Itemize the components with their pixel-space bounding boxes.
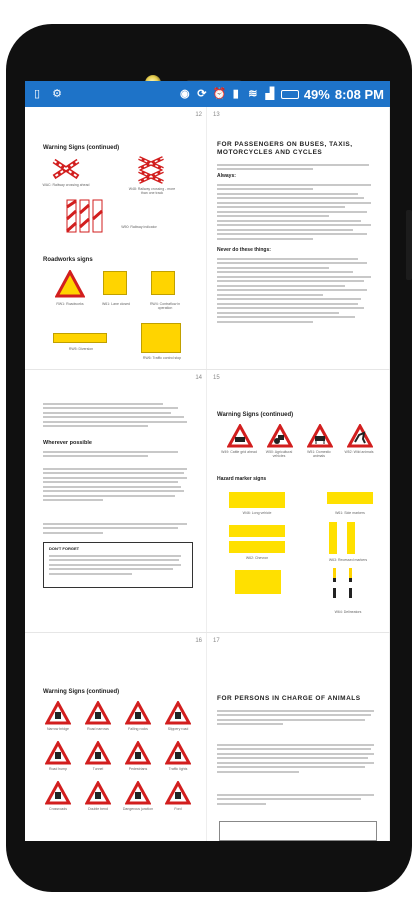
page-number: 15 (213, 375, 220, 381)
warning-sign-cell (119, 741, 157, 779)
recessed-marker-icon-2 (347, 522, 355, 554)
warning-sign-cell (119, 701, 157, 739)
page-number: 16 (195, 638, 202, 644)
delineator-posts-icon (327, 566, 367, 606)
body-text (217, 741, 381, 775)
section-heading: Wherever possible (43, 440, 92, 446)
warning-sign-cell (39, 741, 77, 779)
sign-caption: RW1: Roadworks (56, 302, 84, 306)
illustration-box (219, 821, 377, 841)
sign-caption: Slippery road (167, 727, 189, 731)
warning-sign-cell (39, 701, 77, 739)
dont-forget-box (43, 542, 193, 588)
multi-track-crossing-sign-icon (135, 155, 167, 185)
chevron-marker-icon-2 (229, 541, 285, 553)
clock: 8:08 PM (334, 86, 384, 102)
section-heading: Roadworks signs (43, 257, 93, 263)
sign-caption: Road hump (48, 767, 68, 771)
warning-sign-cell (79, 701, 117, 739)
page-heading: Warning Signs (continued) (43, 689, 120, 695)
alarm-icon: ⏰ (212, 88, 227, 100)
sign-caption: W51: Domestic animals (307, 450, 331, 458)
sign-caption: W61: Lane closed (101, 302, 131, 306)
page-6 (207, 633, 390, 841)
railway-indicator-sign-icon (65, 199, 105, 233)
sign-caption: RW6: Traffic control stop (142, 356, 182, 360)
warning-sign-cell (159, 741, 197, 779)
sign-caption: Narrow bridge (47, 727, 69, 731)
sim-icon: ▯ (33, 88, 41, 100)
subheading-always: Always: (217, 173, 236, 179)
page-number: 12 (195, 112, 202, 118)
hotspot-icon: ◉ (180, 88, 190, 100)
battery-icon (281, 90, 299, 99)
sign-caption: W52: Wild animals (344, 450, 374, 454)
sign-caption: Ford (174, 807, 182, 811)
warning-sign-cell (79, 741, 117, 779)
sync-icon: ⟳ (197, 88, 207, 100)
lane-closed-sign-icon (103, 271, 127, 295)
warning-triangle-icon (125, 781, 151, 805)
chevron-marker-icon (229, 525, 285, 537)
warning-triangle-icon (165, 701, 191, 725)
sign-caption: Dangerous junction (122, 807, 154, 811)
power-button (406, 210, 412, 280)
sign-caption: Pedestrians (128, 767, 148, 771)
sign-caption: W49: Cattle grid ahead (221, 450, 257, 454)
sign-caption: W61: Side markers (335, 511, 365, 515)
warning-triangle-icon (125, 701, 151, 725)
warning-triangle-icon (45, 781, 71, 805)
body-text (217, 707, 381, 728)
status-bar (25, 81, 390, 107)
warning-triangle-icon (85, 781, 111, 805)
sign-caption: W63: Recessed markers (328, 558, 368, 562)
warning-triangle-icon (85, 701, 111, 725)
page-heading: Warning Signs (continued) (43, 145, 120, 151)
sign-caption: W64: Delineators (334, 610, 362, 614)
sign-caption: Falling rocks (128, 727, 148, 731)
warning-sign-grid (39, 701, 199, 837)
long-vehicle-marker-icon (229, 492, 285, 508)
warning-triangle-icon (45, 701, 71, 725)
page-heading: FOR PASSENGERS ON BUSES, TAXIS, MOTORCYCLES AND CYCLES (217, 141, 353, 156)
contraflow-sign-icon (151, 271, 175, 295)
sign-caption: W50: Railway indicator (121, 225, 157, 229)
phone-screen (25, 81, 390, 841)
sign-caption: W62: Chevron (245, 556, 269, 560)
sign-caption: Double bend (88, 807, 108, 811)
box-title: DON'T FORGET (49, 546, 80, 551)
page-4 (207, 370, 390, 632)
marker-board-icon (235, 570, 281, 594)
warning-sign-cell (159, 781, 197, 819)
warning-triangle-icon (45, 741, 71, 765)
diversion-sign-icon (53, 333, 107, 343)
page-number: 13 (213, 112, 220, 118)
agricultural-vehicle-sign-icon (267, 424, 293, 448)
traffic-control-sign-icon (141, 323, 181, 353)
warning-sign-cell (79, 781, 117, 819)
railway-crossing-sign-icon (50, 157, 82, 181)
sign-caption: W48: Railway crossing - more than one track (128, 187, 176, 195)
page-3 (25, 370, 207, 632)
sign-caption: Road narrows (87, 727, 109, 731)
body-text (43, 520, 193, 536)
page-5 (25, 633, 207, 841)
page-heading: FOR PERSONS IN CHARGE OF ANIMALS (217, 695, 361, 702)
body-text (43, 448, 193, 460)
document-viewer[interactable] (25, 107, 390, 841)
settings-icon: ⚙ (52, 88, 62, 100)
body-text (217, 791, 381, 807)
page-1 (25, 107, 207, 369)
wifi-icon: ≋ (248, 88, 258, 100)
sign-caption: Crossroads (49, 807, 67, 811)
warning-triangle-icon (165, 741, 191, 765)
sign-caption: W50: Agricultural vehicles (265, 450, 293, 458)
sign-caption: RW4: Contraflow in operation (149, 302, 181, 310)
page-2 (207, 107, 390, 369)
signal-icon: ▟ (265, 88, 275, 100)
wild-animals-sign-icon (347, 424, 373, 448)
recessed-marker-icon (329, 522, 337, 554)
warning-triangle-icon (165, 781, 191, 805)
body-text (43, 400, 193, 430)
sign-caption: W46: Long vehicle (242, 511, 272, 515)
warning-triangle-icon (85, 741, 111, 765)
body-text (43, 465, 193, 504)
page-number: 17 (213, 638, 220, 644)
vibrate-icon: ▮ (232, 88, 239, 100)
never-list (217, 255, 377, 325)
warning-sign-cell (119, 781, 157, 819)
cattle-grid-sign-icon (227, 424, 253, 448)
sign-caption: WAC: Railway crossing ahead (42, 183, 90, 187)
warning-sign-cell (159, 701, 197, 739)
sign-caption: Traffic lights (168, 767, 188, 771)
roadworks-sign-icon (55, 270, 85, 298)
always-list (217, 181, 377, 242)
warning-triangle-icon (125, 741, 151, 765)
domestic-animals-sign-icon (307, 424, 333, 448)
sign-caption: RW5: Diversion (68, 347, 94, 351)
subheading-never: Never do these things: (217, 247, 271, 253)
side-marker-icon (327, 492, 373, 504)
sign-caption: Tunnel (92, 767, 104, 771)
page-heading: Warning Signs (continued) (217, 412, 294, 418)
page-number: 14 (195, 375, 202, 381)
warning-sign-cell (39, 781, 77, 819)
section-heading: Hazard marker signs (217, 476, 267, 482)
battery-percent: 49% (303, 86, 330, 102)
body-text (217, 161, 377, 173)
